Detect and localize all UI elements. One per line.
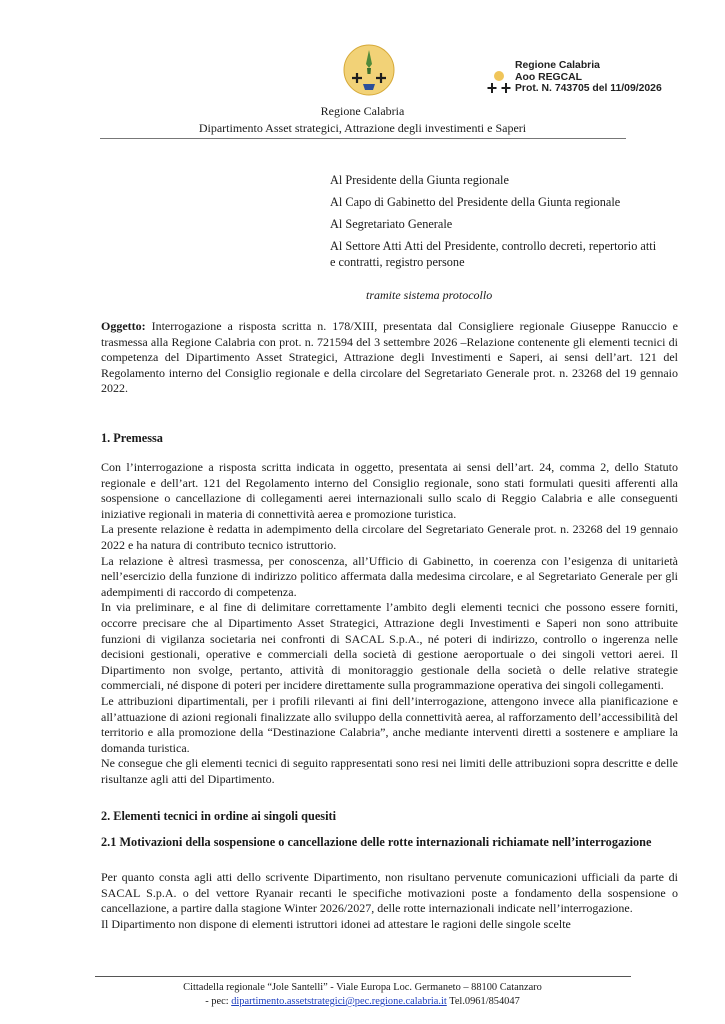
footer-address: Cittadella regionale “Jole Santelli” - Viale Europa Loc. Germaneto – 88100 Catanzaro: [183, 982, 542, 993]
footer-contacts: [0, 996, 725, 1008]
regione-calabria-small-logo-icon: [487, 70, 511, 96]
section-1-body: [101, 460, 678, 787]
footer-divider: [95, 976, 631, 977]
paragraph: Ne consegue che gli elementi tecnici di seguito rappresentati sono resi nei limiti delle attribuzioni sopra descritte e delle risultanze agli atti del Dipartimento.: [101, 756, 678, 786]
paragraph: Il Dipartimento non dispone di elementi istruttori idonei ad attestare le ragioni delle singole scelte: [101, 916, 571, 931]
subject: [101, 319, 678, 397]
pec-label: - pec:: [205, 996, 229, 1007]
pec-email-link[interactable]: dipartimento.assetstrategici@pec.regione.calabria.it: [231, 996, 447, 1007]
department-name: Dipartimento Asset strategici, Attrazione degli investimenti e Saperi: [198, 121, 527, 135]
stamp-line-1: Regione Calabria: [515, 60, 600, 71]
recipients-block: [330, 173, 660, 277]
stamp-line-2: Aoo REGCAL: [515, 71, 582, 83]
paragraph: Le attribuzioni dipartimentali, per i profili rilevanti ai fini dell’interrogazione, attengono invece alla pianificazione e all’attuazione di azioni regionali finalizzate allo sviluppo della connettività aerea, al rafforzamento dell’accessibilità del territorio e alla promozione della “Destinazione Calabria”, anche mediante interventi diretti a sostenere e ampliare la domanda turistica.: [101, 693, 678, 755]
section-1-title: 1. Premessa: [101, 431, 163, 445]
paragraph: Con l’interrogazione a risposta scritta indicata in oggetto, presentata ai sensi dell’art. 24, comma 2, dello Statuto regionale e dell’art. 121 del Regolamento interno del Consiglio regionale, sono stati formulati quesiti afferenti alla sospensione o cancellazione di collegamenti aerei internazionali sullo scalo di Reggio Calabria e alle conseguenti iniziative regionali in materia di connettività aerea e promozione turistica.: [101, 460, 678, 521]
paragraph: La presente relazione è redatta in adempimento della circolare del Segretariato Generale prot. n. 23268 del 19 gennaio 2022 e ha natura di contributo tecnico istruttorio.: [101, 522, 678, 552]
recipient-4: Al Settore Atti Atti del Presidente, controllo decreti, repertorio atti e contratti, registro persone: [330, 239, 657, 269]
recipient-1: Al Presidente della Giunta regionale: [330, 173, 509, 187]
paragraph: La relazione è altresì trasmessa, per conoscenza, all’Ufficio di Gabinetto, in coerenza con l’esigenza di unitarietà nell’esercizio della funzione di indirizzo politico affermata dalla medesima circolare, e al Segretariato Generale per gli adempimenti di raccordo di competenza.: [101, 553, 678, 599]
subject-label: Oggetto:: [101, 319, 146, 333]
phone-number: Tel.0961/854047: [449, 996, 520, 1007]
protocol-stamp: [487, 60, 687, 100]
recipient-3: Al Segretariato Generale: [330, 217, 453, 231]
subsection-2-1-body: [101, 870, 678, 932]
subject-text: Interrogazione a risposta scritta n. 178/XIII, presentata dal Consigliere regionale Giuseppe Ranuccio e trasmessa alla Regione Calabria con prot. n. 721594 del 3 settembre 2026 –Relazione contenente gli elementi tecnici di competenza del Dipartimento Asset Strategici, Attrazione degli Investimenti e Saperi, ai sensi dell’art. 121 del Regolamento interno del Consiglio regionale e della circolare del Segretariato Generale prot. n. 23268 del 19 gennaio 2022.: [101, 319, 678, 396]
delivery-note: tramite sistema protocollo: [366, 288, 493, 302]
section-2-title: 2. Elementi tecnici in ordine ai singoli quesiti: [101, 809, 337, 823]
organization-name: Regione Calabria: [320, 104, 405, 118]
stamp-line-3: Prot. N. 743705 del 11/09/2026: [515, 83, 662, 94]
paragraph: In via preliminare, e al fine di delimitare correttamente l’ambito degli elementi tecnici che possono essere forniti, occorre precisare che al Dipartimento Asset Strategici, Attrazione degli Investimenti e Saperi non sono attribuite funzioni di vigilanza societaria nei confronti di SACAL S.p.A., né poteri di indirizzo, controllo o ingerenza nelle decisioni gestionali, operative e commerciali della società di gestione aeroportuale o dei singoli vettori aerei. Il Dipartimento non svolge, pertanto, attività di monitoraggio gestionale della società o delle relative strategie commerciali, né dispone di poteri per incidere direttamente sulla programmazione operativa dei singoli collegamenti.: [101, 600, 678, 693]
recipient-2: Al Capo di Gabinetto del Presidente della Giunta regionale: [330, 195, 621, 209]
paragraph: Per quanto consta agli atti dello scrivente Dipartimento, non risultano pervenute comunicazioni ufficiali da parte di SACAL S.p.A. o del vettore Ryanair recanti le specifiche motivazioni poste a fondamento della sospensione o cancellazione, a partire dalla stagione Winter 2026/2027, delle rotte internazionali indicate nell’interrogazione.: [101, 870, 678, 916]
header-divider: [100, 138, 626, 139]
regione-calabria-coat-of-arms-icon: [343, 44, 395, 96]
subsection-2-1-title: 2.1 Motivazioni della sospensione o cancellazione delle rotte internazionali richiamate nell’interrogazione: [101, 835, 652, 849]
